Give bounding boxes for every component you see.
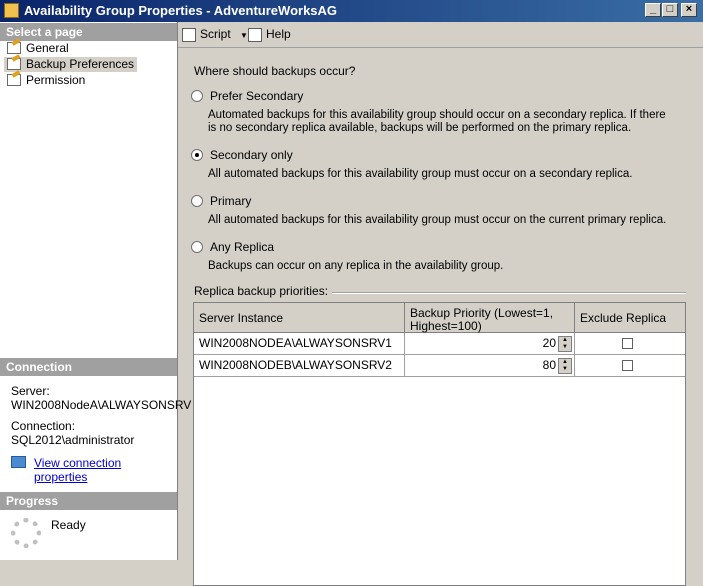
column-header-exclude-replica[interactable]: Exclude Replica	[575, 303, 685, 333]
primary-label[interactable]: Primary	[210, 194, 252, 208]
prefer-secondary-description: Automated backups for this availability group should occur on a secondary replica. If there is no secondary replica available, backups will be performed on the primary replica.	[208, 109, 666, 134]
page-icon	[7, 42, 21, 54]
table-row[interactable]	[194, 333, 685, 355]
page-icon	[7, 58, 21, 70]
priority-value[interactable]: 20	[542, 336, 556, 350]
connection-properties-icon	[11, 456, 26, 468]
progress-spinner-icon	[11, 518, 41, 548]
backup-preferences-panel	[178, 48, 703, 560]
exclude-replica-cell[interactable]	[575, 333, 685, 355]
script-label: Script	[200, 27, 231, 41]
page-item-label: Permission	[26, 73, 86, 87]
replica-priorities-label: Replica backup priorities:	[194, 284, 332, 298]
backup-priority-cell[interactable]	[405, 355, 575, 377]
exclude-replica-checkbox[interactable]	[622, 338, 633, 349]
exclude-replica-checkbox[interactable]	[622, 360, 633, 371]
replica-priorities-grid[interactable]	[193, 302, 686, 586]
exclude-replica-cell[interactable]	[575, 355, 685, 377]
prefer-secondary-label[interactable]: Prefer Secondary	[210, 89, 304, 103]
dropdown-arrow-icon[interactable]: ▼	[240, 31, 248, 40]
secondary-only-label[interactable]: Secondary only	[210, 148, 293, 162]
page-item-general[interactable]	[4, 41, 72, 56]
backup-priority-cell[interactable]	[405, 333, 575, 355]
column-header-server-instance[interactable]: Server Instance	[194, 303, 405, 333]
title-bar	[0, 0, 703, 22]
connection-header: Connection	[0, 358, 177, 376]
page-item-permission[interactable]	[4, 73, 88, 88]
prefer-secondary-radio[interactable]	[191, 90, 203, 102]
page-item-backup-preferences[interactable]	[4, 57, 137, 72]
priority-spinner[interactable]: ▲ ▼	[558, 336, 572, 352]
main-area	[178, 22, 703, 560]
priority-value[interactable]: 80	[542, 358, 556, 372]
page-item-label: Backup Preferences	[26, 57, 135, 71]
window-title: Availability Group Properties - AdventureWorksAG	[24, 3, 338, 18]
minimize-button[interactable]: _	[645, 3, 661, 17]
server-instance-cell[interactable]: WIN2008NODEB\ALWAYSONSRV2	[194, 355, 405, 377]
app-icon	[4, 3, 19, 18]
close-button[interactable]: ×	[681, 3, 697, 17]
progress-header: Progress	[0, 492, 177, 510]
select-page-header: Select a page	[0, 23, 177, 41]
secondary-only-description: All automated backups for this availability group must occur on a secondary replica.	[208, 168, 633, 180]
backup-location-question: Where should backups occur?	[194, 64, 356, 78]
connection-value: SQL2012\administrator	[11, 433, 135, 447]
left-panel	[0, 22, 192, 560]
help-button[interactable]	[248, 27, 291, 42]
help-label: Help	[266, 27, 291, 41]
server-value: WIN2008NodeA\ALWAYSONSRV	[11, 398, 192, 412]
view-connection-properties-link[interactable]: View connection properties	[34, 456, 122, 484]
maximize-button[interactable]: □	[662, 3, 678, 17]
script-button[interactable]	[182, 27, 248, 42]
any-replica-radio[interactable]	[191, 241, 203, 253]
connection-label: Connection:	[11, 419, 76, 433]
any-replica-label[interactable]: Any Replica	[210, 240, 275, 254]
page-item-label: General	[26, 41, 69, 55]
help-icon	[248, 28, 262, 42]
column-header-backup-priority[interactable]: Backup Priority (Lowest=1, Highest=100)	[405, 303, 575, 333]
primary-radio[interactable]	[191, 195, 203, 207]
server-instance-cell[interactable]: WIN2008NODEA\ALWAYSONSRV1	[194, 333, 405, 355]
group-divider	[318, 292, 686, 294]
progress-status: Ready	[51, 518, 86, 532]
any-replica-description: Backups can occur on any replica in the availability group.	[208, 260, 504, 272]
secondary-only-radio[interactable]	[191, 149, 203, 161]
server-label: Server:	[11, 384, 50, 398]
table-row[interactable]	[194, 355, 685, 377]
toolbar	[178, 22, 703, 48]
primary-description: All automated backups for this availability group must occur on the current primary replica.	[208, 214, 667, 226]
priority-spinner[interactable]: ▲ ▼	[558, 358, 572, 374]
page-icon	[7, 74, 21, 86]
script-icon	[182, 28, 196, 42]
